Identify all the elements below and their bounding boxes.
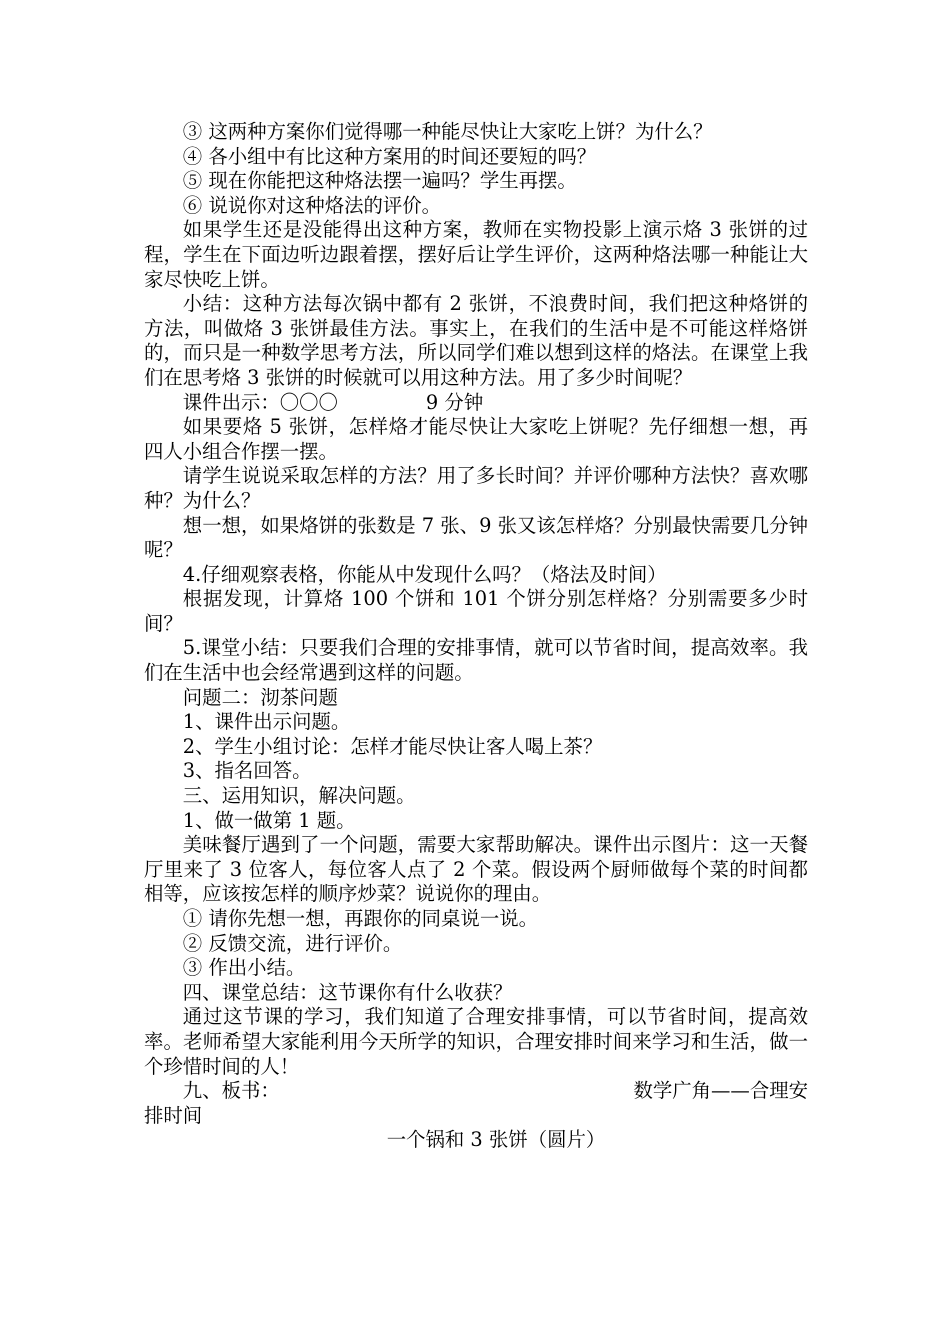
paragraph: 根据发现，计算烙 100 个饼和 101 个饼分别怎样烙？分别需要多少时间？ (144, 587, 808, 635)
courseware-line (144, 391, 808, 416)
board-label: 九、板书： (182, 1079, 280, 1103)
board-title: 数学广角——合理安 (633, 1079, 808, 1103)
paragraph: 请学生说说采取怎样的方法？用了多长时间？并评价哪种方法快？喜欢哪种？为什么？ (144, 464, 808, 512)
courseware-value: 9 分钟 (425, 390, 484, 414)
paragraph: ① 请你先想一想，再跟你的同桌说一说。 (182, 907, 538, 930)
board-heading-line (144, 1079, 808, 1104)
paragraph: 三、运用知识，解决问题。 (182, 784, 416, 808)
paragraph: 想一想，如果烙饼的张数是 7 张、9 张又该怎样烙？分别最快需要几分钟呢？ (144, 513, 808, 562)
board-subtitle: 一个锅和 3 张饼（圆片） (386, 1128, 606, 1152)
paragraph: 如果要烙 5 张饼，怎样烙才能尽快让大家吃上饼呢？先仔细想一想，再四人小组合作摆一摆。 (144, 415, 808, 463)
paragraph: 问题二：沏茶问题 (182, 685, 338, 709)
paragraph: ⑥ 说说你对这种烙法的评价。 (182, 193, 442, 217)
paragraph: ② 反馈交流，进行评价。 (182, 931, 403, 955)
paragraph: 美味餐厅遇到了一个问题，需要大家帮助解决。课件出示图片：这一天餐厅里来了 3 位客人，每位客人点了 2 个菜。假设两个厨师做每个菜的时间都相等，应该按怎样的顺序炒菜？说说你的理由。 (144, 833, 808, 906)
paragraph: 四、课堂总结：这节课你有什么收获？ (182, 980, 513, 1004)
paragraph: ③ 这两种方案你们觉得哪一种能尽快让大家吃上饼？为什么？ (182, 120, 713, 143)
paragraph: 4.仔细观察表格，你能从中发现什么吗？（烙法及时间） (182, 562, 667, 586)
paragraph: 5.课堂小结：只要我们合理的安排事情，就可以节省时间，提高效率。我们在生活中也会经常遇到这样的问题。 (144, 636, 808, 685)
paragraph: 如果学生还是没能得出这种方案，教师在实物投影上演示烙 3 张饼的过程，学生在下面边听边跟着摆，摆好后让学生评价，这两种烙法哪一种能让大家尽快吃上饼。 (144, 218, 808, 291)
board-title-continued: 排时间 (144, 1103, 203, 1127)
paragraph: 3、指名回答。 (182, 759, 312, 783)
paragraph: 1、做一做第 1 题。 (182, 808, 356, 832)
paragraph: 2、学生小组讨论：怎样才能尽快让客人喝上茶？ (182, 734, 603, 758)
paragraph: 通过这节课的学习，我们知道了合理安排事情，可以节省时间，提高效率。老师希望大家能利用今天所学的知识，合理安排时间来学习和生活，做一个珍惜时间的人！ (144, 1005, 808, 1078)
document-page (144, 120, 808, 1153)
paragraph: ⑤ 现在你能把这种烙法摆一遍吗？学生再摆。 (182, 169, 577, 193)
courseware-label: 课件出示：〇〇〇 (182, 390, 338, 414)
paragraph: 1、课件出示问题。 (182, 710, 351, 734)
paragraph: ④ 各小组中有比这种方案用的时间还要短的吗？ (182, 144, 597, 168)
paragraph: ③ 作出小结。 (182, 956, 306, 980)
paragraph: 小结：这种方法每次锅中都有 2 张饼，不浪费时间，我们把这种烙饼的方法，叫做烙 3 张饼最佳方法。事实上，在我们的生活中是不可能这样烙饼的，而只是一种数学思考方法，所以同学们难以想到这样的烙法。在课堂上我们在思考烙 3 张饼的时候就可以用这种方法。用了多少时间呢？ (144, 292, 808, 389)
